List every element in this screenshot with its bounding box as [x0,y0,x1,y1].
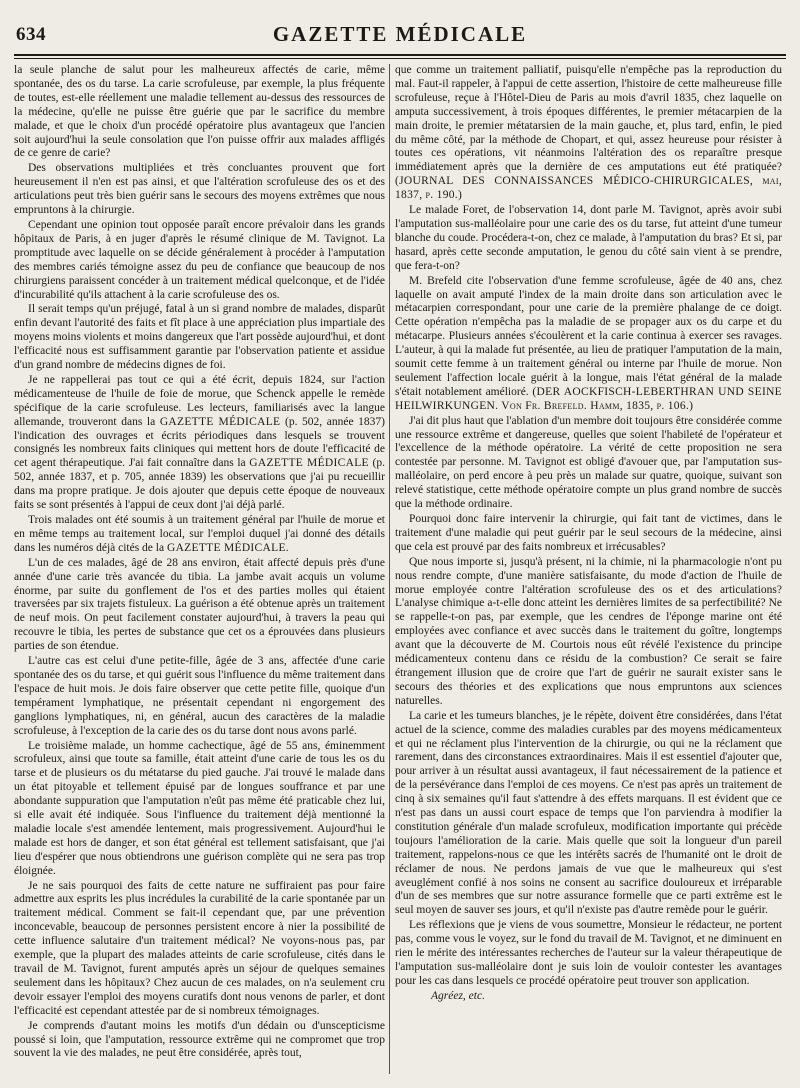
paragraph-text: (p. 502, année 1837, et p. 705, année 1839) les observations que j'ai pu recueillir dans ma propre pratique. Je dois ajouter que depuis cette époque de nouveaux faits se sont présentés à l'appui de ceux dont j'ai déjà parlé. [14,457,385,512]
right-column [395,64,782,1074]
journal-title: GAZETTE MÉDICALE [272,22,528,46]
paragraph: Les réflexions que je viens de vous soumettre, Monsieur le rédacteur, ne portent pas, comme vous le voyez, sur le fond du travail de M. Tavignot, et ne diminuent en rien le mérite des intéressantes recherches de l'auteur sur la valeur thérapeutique de l'amputation sus-malléolaire dont je suis loin de vouloir contester les avantages pour les cas dans lesquels ce procédé opératoire peut trouver son application. [395,919,782,987]
paragraph [14,514,385,556]
reference-citation: (JOURNAL DES CONNAISSANCES MÉDICO-CHIRURGICALES, mai, 1837, p. 190.) [395,175,782,202]
paragraph: L'autre cas est celui d'une petite-fille, âgée de 3 ans, affectée d'une carie spontanée des os du tarse, et qui guérit sous l'influence du même traitement dans l'espace de huit mois. Je dois faire observer que cette petite fille, quoique d'un tempérament lymphatique, ne présentait cependant ni engorgement des ganglions lymphatiques, ni, en général, aucun des caractères de la maladie scrofuleuse, à l'exception de la carie des os du tarse dont nous avons parlé. [14,655,385,737]
header-rule [14,54,786,56]
paragraph: L'un de ces malades, âgé de 28 ans environ, était affecté depuis près d'une année d'une carie très avancée du tibia. La jambe avait acquis un volume énorme, par suite du gonflement de l'os et des parties molles qui étaient traversées par six trajets fistuleux. La guérison a été obtenue après un traitement de neuf mois. On peut facilement constater aujourd'hui, à travers la peau qui recouvre le tibia, les pertes de substance que cet os a éprouvées dans plusieurs parties de son étendue. [14,556,385,653]
paragraph: la seule planche de salut pour les malheureux affectés de carie, même spontanée, des os du tarse. La carie scrofuleuse, par exemple, la plus fréquente de toutes, est-elle réellement une maladie tellement au-dessus des ressources de la médecine, qu'elle ne puisse être guérie que par le sacrifice du membre malade, et que le choix d'un procédé opératoire plus avantageux que l'ancien soit aujourd'hui la seule consolation que l'on puisse offrir aux malades affligés de ce genre de carie? [14,64,385,160]
paragraph: Que nous importe si, jusqu'à présent, ni la chimie, ni la pharmacologie n'ont pu nous rendre compte, d'une manière satisfaisante, du mode d'action de l'huile de morue employée contre l'altération scrofuleuse des os et des articulations? L'analyse chimique a-t-elle donc atteint les dernières limites de sa perfectibilité? Ne se rappelle-t-on pas, par exemple, que les cendres de l'éponge marine ont été employées avec confiance et avec succès dans le traitement du goître, longtemps avant que la découverte de M. Courtois nous eût révélé l'existence du principe médicamenteux contenu dans ce résidu de la combustion? Ce serait se faire étrangement illusion que de croire que l'art de guérir ne saurait exister sans le secours des théories et des explications que nous empruntons aux sciences naturelles. [395,555,782,707]
paragraph-text: que comme un traitement palliatif, puisqu'elle n'empêche pas la reproduction du mal. Faut-il rappeler, à l'appui de cette assertion, l'histoire de cette malheureuse fille scrofuleuse, reçue à l'Hôtel-Dieu de Paris au mois d'avril 1835, chez laquelle on amputa successivement, à trois époques différentes, le premier métacarpien de la main droite, le premier métatarsien de la main gauche, et, plus tard, enfin, le pied du même côté, par la méthode de Chopart, et qui, assez heureuse pour résister à toutes ces opérations, vit néanmoins l'altération des os reparaître presque immédiatement après que la dernière de ces amputations eut été pratiquée? [395,64,782,174]
paragraph: Je ne sais pourquoi des faits de cette nature ne suffiraient pas pour faire admettre aux esprits les plus incrédules la curabilité de la carie spontanée par un traitement médical. Comment se fait-il cependant que, par une prévention inconcevable, beaucoup de personnes persistent encore à nier la possibilité de cette influence salutaire d'un traitement médical? Ne voyons-nous pas, par exemple, que la plupart des malades atteints de carie scrofuleuse, cités dans le travail de M. Tavignot, furent amputés après un séjour de quelques semaines seulement dans les hôpitaux? Chez aucun de ces malades, on n'a seulement cru devoir essayer l'emploi des moyens curatifs dont nous venons de parler, et dont l'efficacité est cependant attestée par de si nombreux témoignages. [14,879,385,1017]
paragraph [14,374,385,513]
paragraph: J'ai dit plus haut que l'ablation d'un membre doit toujours être considérée comme une ressource extrême et dangereuse, quelles que soient l'habileté de l'opérateur et l'excellence de la méthode opératoire. La vérité de cette proposition ne sera contestée par personne. M. Tavignot est obligé d'avouer que, par l'amputation sus-malléolaire, on perd encore à peu près un malade sur quatre, quoique, suivant son relevé statistique, cette méthode opératoire compte un plus grand nombre de succès que la méthode ordinaire. [395,414,782,511]
journal-citation: GAZETTE MÉDICALE. [166,541,289,554]
paragraph-text: M. Brefeld cite l'observation d'une femme scrofuleuse, âgée de 40 ans, chez laquelle on avait amputé l'index de la main droite dans son articulation avec le métacarpien correspondant, pour une carie de la première phalange de ce doigt. Cette opération n'empêcha pas la maladie de se propager aux os du carpe et du métacarpe. Plusieurs années s'écoulèrent et la carie continua à exercer ses ravages. L'auteur, à qui la malade fut présentée, au lieu de pratiquer l'amputation de la main, soumit cette femme à un traitement général ou interne par l'huile de morue. Non seulement l'affection locale guérit à la longue, mais l'état général de la malade s'était notablement amélioré. [395,274,782,398]
paragraph: Je comprends d'autant moins les motifs d'un dédain ou d'unscepticisme poussé si loin, que l'amputation, ressource extrême qui ne compromet que trop souvent la vie des malades, ne peut être considérée, après tout, [14,1019,385,1060]
paragraph: Pourquoi donc faire intervenir la chirurgie, qui fait tant de victimes, dans le traitement d'une maladie qui peut guérir par le seul secours de la médecine, ainsi que cela est prouvé par des faits nombreux et irrécusables? [395,513,782,553]
paragraph [395,275,782,414]
header-rule-thin [14,58,786,59]
signoff: Agréez, etc. [431,989,485,1002]
paragraph: Des observations multipliées et très concluantes prouvent que fort heureusement il n'en est pas ainsi, et que l'altération scrofuleuse des os et des articulations peut très bien guérir sans le secours des moyens extrêmes que nous empruntons à la chirurgie. [14,162,385,217]
paragraph: Cependant une opinion tout opposée paraît encore prévaloir dans les grands hôpitaux de Paris, à en juger d'après le résumé clinique de M. Tavignot. La promptitude avec laquelle on se décide généralement à procéder à l'amputation des membres cariés témoigne assez du peu de confiance que beaucoup de nos chirurgiens paraissent concéder à un traitement médical quelconque, et de l'idée d'incurabilité qu'ils attachent à la carie scrofuleuse des os. [14,218,385,301]
journal-citation: GAZETTE MÉDICALE [159,415,281,428]
paragraph: La carie et les tumeurs blanches, je le répète, doivent être considérées, dans l'état actuel de la science, comme des maladies curables par des moyens médicamenteux et qui ne réclament plus l'intervention de la chirurgie, ou qui ne la réclament que rarement, dans des circonstances extraordinaires. Mais il est essentiel d'ajouter que, pour arriver à un résultat aussi avantageux, il faut nécessairement de la patience et de la persévérance dans l'emploi de ces moyens. Ce n'est pas après un traitement de cinq à six semaines qu'il faut s'attendre à des effets marquans. Il est évident que ce n'est pas dans un aussi court espace de temps que l'on parviendra à modifier la constitution générale d'un malade scrofuleux, modification importante qui précède toujours l'amélioration de la carie. Mais quelle que soit la longueur d'un pareil traitement, rappelons-nous ce que les intérêts sacrés de l'humanité ont le droit de réclamer de nous. Ne perdons jamais de vue que le malheureux qui s'est aveuglément confié à nos soins ne consent au sacrifice douloureux et irréparable d'un de ses membres que sur notre assurance formelle que ce parti extrême est le seul moyen de sauver ses jours, et qu'il n'existe pas d'autre remède pour le guérir. [395,709,782,917]
paragraph-text: Je ne rappellerai pas tout ce qui a été écrit, depuis 1824, sur l'action médicamenteuse de l'huile de foie de morue, que Schenck appelle le remède spécifique de la carie scrofuleuse. Les lecteurs, familiarisés avec la langue allemande, trouveront dans la [14,373,385,428]
paragraph [395,64,782,203]
paragraph-text: Trois malades ont été soumis à un traitement général par l'huile de morue et en même temps au traitement local, sur l'emploi duquel j'ai donné des détails dans les numéros déjà cités de la [14,514,385,554]
paragraph: Le troisième malade, un homme cachectique, âgé de 55 ans, éminemment scrofuleux, ainsi que toute sa famille, était atteint d'une carie de tous les os du tarse et de plusieurs os du métatarse du pied gauche. J'ai trouvé le malade dans un état pitoyable et tellement épuisé par de longues souffrance et par une abondante suppuration que l'amputation n'eût pas même été praticable chez lui, si elle avait été indiquée. Sous l'influence du traitement déjà mentionné la maladie locale s'est amendée lentement, mais progressivement. Aujourd'hui le malade est hors de danger, et son état général est tellement satisfaisant, que j'ai lieu d'espérer que nous obtiendrons une guérison complète qui ne sera pas trop éloignée. [14,739,385,877]
paragraph-text: (p. 502, année 1837) l'indication des ouvrages et écrits périodiques dans lesquels se trouvent consignés les nombreux faits cliniques qui mettent hors de doute l'efficacité de cet agent thérapeutique. J'ai fait connaître dans la [14,415,385,470]
journal-citation: GAZETTE MÉDICALE [249,457,369,470]
page-number: 634 [16,24,46,45]
paragraph: Le malade Foret, de l'observation 14, dont parle M. Tavignot, après avoir subi l'amputation sus-malléolaire pour une carie des os du tarse, fut atteint d'une tumeur blanche du coude. Procédera-t-on, chez ce malade, à l'amputation du bras? Et si, par hasard, après cette seconde amputation, le genou du côté sain vient à se prendre, que fera-t-on? [395,204,782,272]
left-column [14,64,385,1074]
page-header [16,22,784,48]
reference-citation: (DER AOCKFISCH-LEBERTHRAN UND SEINE HEILWIRKUNGEN. Von Fr. Brefeld. Hamm, 1835, p. 106.) [395,385,782,412]
paragraph: Il serait temps qu'un préjugé, fatal à un si grand nombre de malades, disparût enfin devant l'autorité des faits et fît place à une appréciation plus impartiale des moyens moins violents et moins dangereux que l'art possède aujourd'hui, et dont l'efficacité nous est suffisamment garantie par l'observation patiente et assidue d'un grand nombre de médecins dignes de foi. [14,303,385,372]
column-divider [389,64,390,1074]
